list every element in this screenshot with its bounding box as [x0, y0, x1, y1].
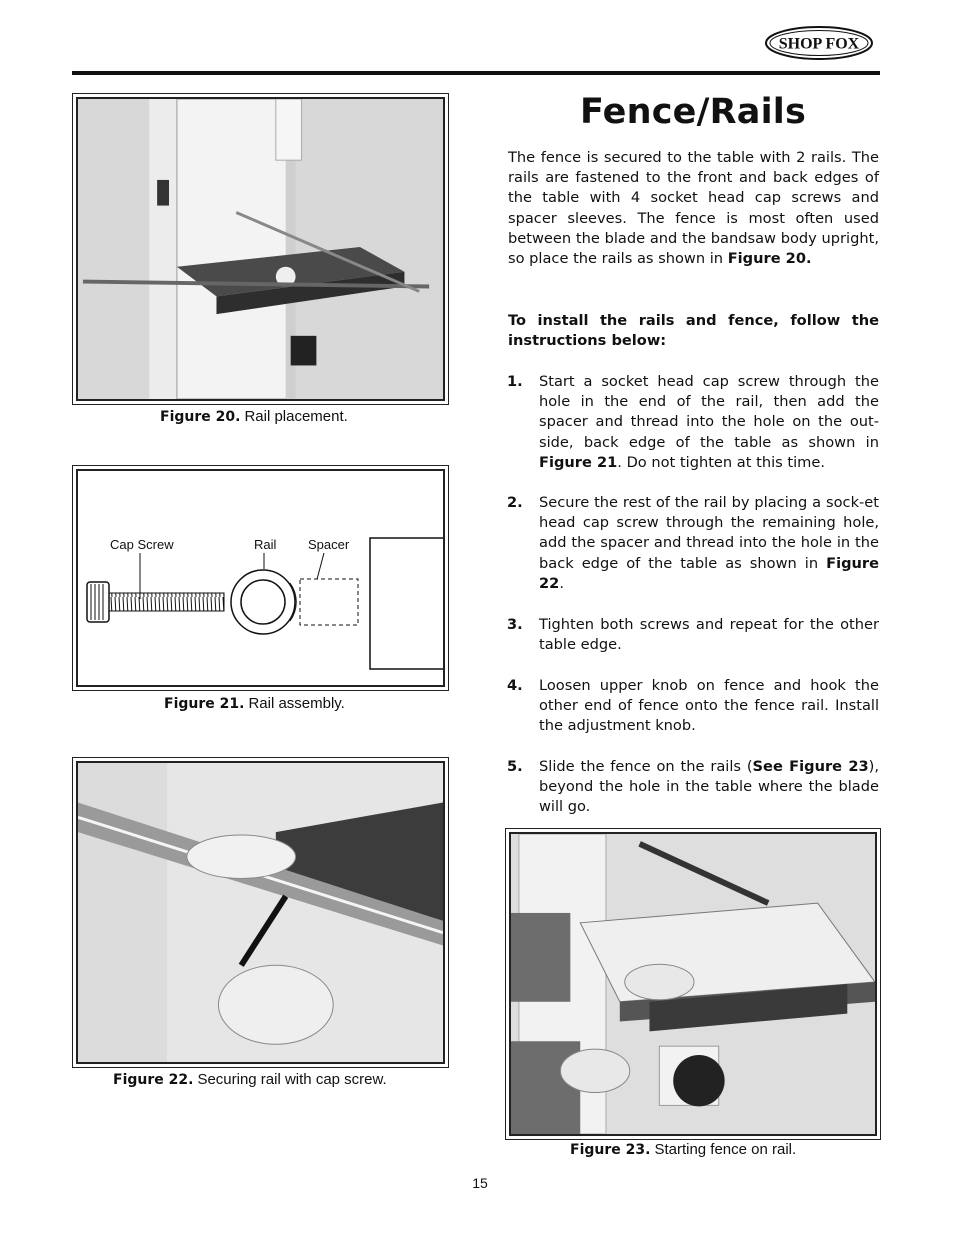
- step-number: 2.: [507, 494, 523, 511]
- step-figure-ref: Figure 21: [539, 453, 618, 471]
- figure-22-photo: [76, 761, 445, 1064]
- table-block: [370, 538, 445, 669]
- intro-text: The fence is secured to the table with 2 rails. The rails are fastened to the front and back edges of the table with 4 socket head cap screws and spacer sleeves. The fence is most often used between the blade and the bandsaw body upright, so place the rails as shown in: [508, 149, 879, 268]
- figure-23-number: Figure 23.: [570, 1142, 651, 1158]
- cap-screw-head: [87, 582, 109, 622]
- step-text: Tighten both screws and repeat for the other table edge.: [539, 616, 879, 654]
- step-text-end: .: [559, 574, 564, 592]
- figure-20-number: Figure 20.: [160, 409, 241, 425]
- step-number: 5.: [507, 758, 523, 775]
- logo-text: SHOP FOX: [778, 35, 860, 53]
- cap-screw-shaft: [109, 593, 224, 611]
- label-rail: Rail: [254, 537, 277, 552]
- figure-23-photo: [509, 832, 877, 1136]
- step-figure-ref: See Figure 23: [752, 758, 869, 775]
- step-text-end: . Do not tighten at this time.: [617, 453, 825, 471]
- intro-figure-ref: Figure 20.: [727, 250, 812, 268]
- figure-22-caption-text: Securing rail with cap screw.: [197, 1071, 387, 1088]
- step-number: 3.: [507, 616, 523, 633]
- step-text: Secure the rest of the rail by placing a sock-et head cap screw through the remaining hole, add the spacer and thread into the hole in the back edge of the table as shown in: [539, 494, 879, 572]
- label-cap-screw: Cap Screw: [110, 537, 174, 552]
- label-spacer: Spacer: [308, 537, 350, 552]
- page-number: 15: [472, 1175, 488, 1191]
- spacer-sleeve: [300, 579, 358, 625]
- step-text: Start a socket head cap screw through the hole in the end of the rail, then add the spacer and thread into the hole on the out-side, back edge of the table as shown in: [539, 373, 879, 451]
- step-text-end: ), beyond the hole in the table where the blade will go.: [539, 758, 879, 816]
- figure-23-caption-text: Starting fence on rail.: [654, 1141, 797, 1158]
- figure-23-frame: [505, 828, 881, 1140]
- figure-20-caption-text: Rail placement.: [244, 408, 348, 425]
- header-rule: [72, 71, 880, 75]
- figure-21-number: Figure 21.: [164, 696, 245, 712]
- step-number: 4.: [507, 677, 523, 694]
- figure-22-caption: [113, 1071, 387, 1088]
- figure-21-caption-text: Rail assembly.: [248, 695, 345, 712]
- figure-21-frame: [72, 465, 449, 691]
- step-3: [507, 615, 879, 655]
- step-number: 1.: [507, 373, 523, 390]
- instructions-lead: To install the rails and fence, follow the instructions below:: [508, 312, 879, 350]
- step-4: [507, 676, 879, 737]
- figure-20-photo: [76, 97, 445, 401]
- figure-20-frame: [72, 93, 449, 405]
- step-text: Slide the fence on the rails (: [539, 758, 753, 775]
- step-figure-ref: Figure 22: [539, 554, 880, 592]
- figure-21-caption: [164, 695, 345, 712]
- figure-22-frame: [72, 757, 449, 1068]
- intro-paragraph: [508, 148, 879, 269]
- step-1: [507, 372, 879, 473]
- figure-22-number: Figure 22.: [113, 1072, 194, 1088]
- shop-fox-logo: [764, 24, 874, 62]
- step-text: Loosen upper knob on fence and hook the other end of fence onto the fence rail. Install the adjustment knob.: [539, 677, 879, 735]
- step-2: [507, 493, 879, 594]
- figure-21-diagram: [76, 469, 445, 687]
- step-5: [507, 757, 879, 818]
- rail-inner: [241, 580, 285, 624]
- figure-23-caption: [570, 1141, 796, 1158]
- figure-20-caption: [160, 408, 348, 425]
- page-title: Fence/Rails: [579, 92, 806, 132]
